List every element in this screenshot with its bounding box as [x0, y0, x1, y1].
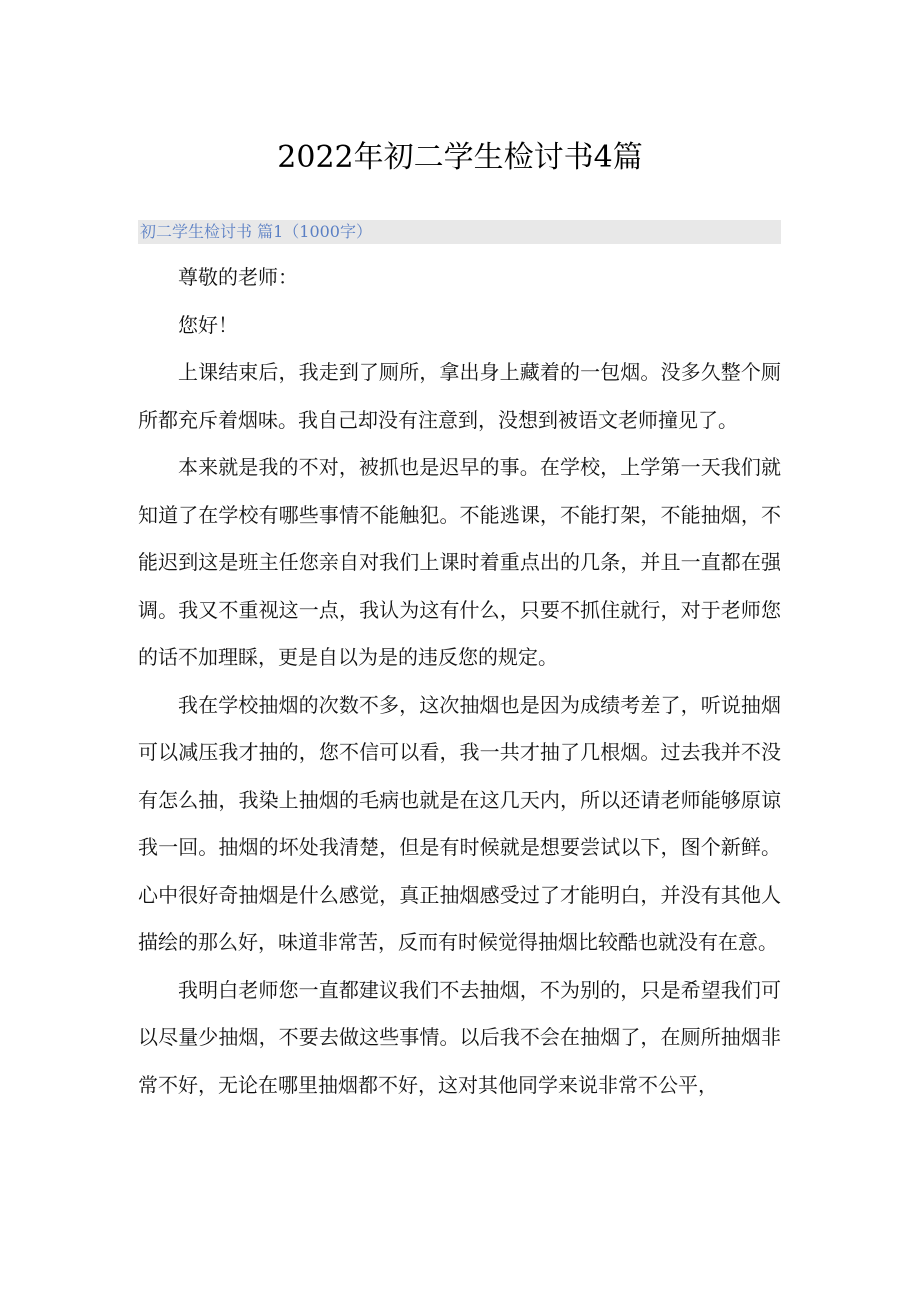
body-paragraph: 上课结束后，我走到了厕所，拿出身上藏着的一包烟。没多久整个厕所都充斥着烟味。我自己却没有注意到，没想到被语文老师撞见了。	[138, 360, 781, 432]
body-paragraph: 本来就是我的不对，被抓也是迟早的事。在学校，上学第一天我们就知道了在学校有哪些事情不能触犯。不能逃课，不能打架，不能抽烟，不能迟到这是班主任您亲自对我们上课时着重点出的几条，并且一直都在强调。我又不重视这一点，我认为这有什么，只要不抓住就行，对于老师您的话不加理睬，更是自以为是的违反您的规定。	[138, 455, 781, 669]
greeting-paragraph: 您好！	[178, 312, 238, 337]
salutation-paragraph: 尊敬的老师：	[178, 265, 298, 289]
body-paragraph: 我在学校抽烟的次数不多，这次抽烟也是因为成绩考差了，听说抽烟可以减压我才抽的，您不信可以看，我一共才抽了几根烟。过去我并不没有怎么抽，我染上抽烟的毛病也就是在这几天内，所以还请老师能够原谅我一回。抽烟的坏处我清楚，但是有时候就是想要尝试以下，图个新鲜。心中很好奇抽烟是什么感觉，真正抽烟感受过了才能明白，并没有其他人描绘的那么好，味道非常苦，反而有时候觉得抽烟比较酷也就没有在意。	[138, 692, 781, 954]
section-heading: 初二学生检讨书 篇1（1000字）	[138, 220, 781, 244]
document-body	[138, 254, 781, 1109]
document-title: 2022年初二学生检讨书4篇	[277, 140, 643, 175]
body-paragraph: 我明白老师您一直都建议我们不去抽烟，不为别的，只是希望我们可以尽量少抽烟，不要去做这些事情。以后我不会在抽烟了，在厕所抽烟非常不好，无论在哪里抽烟都不好，这对其他同学来说非常不公平，	[138, 977, 781, 1097]
